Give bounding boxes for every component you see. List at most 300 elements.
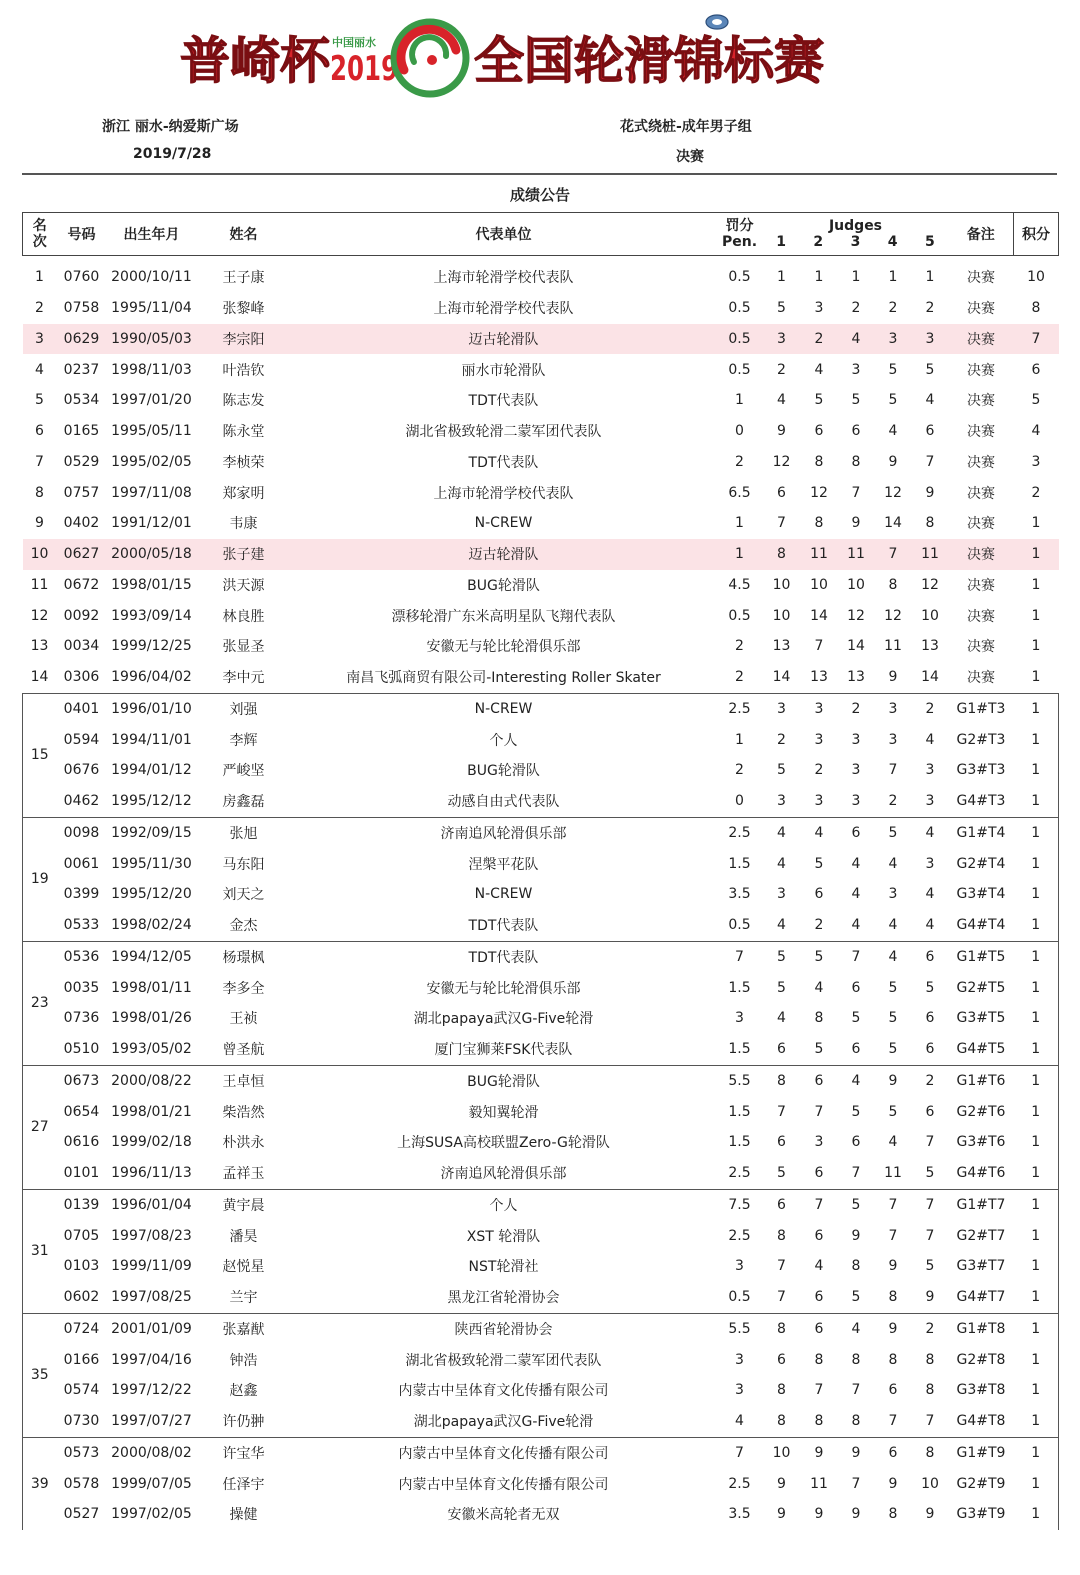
header-rank-top: 名 <box>32 218 47 234</box>
penalty: 6.5 <box>728 484 751 501</box>
penalty: 4.5 <box>728 576 751 593</box>
judge-1-score: 3 <box>763 693 801 724</box>
birth-date: 1995/12/20 <box>111 886 192 903</box>
points: 1 <box>1014 1313 1059 1344</box>
penalty: 1.5 <box>728 1041 751 1058</box>
judge-5-score: 8 <box>912 1437 949 1468</box>
penalty: 3 <box>735 1258 744 1275</box>
judge-3-score: 6 <box>851 979 861 996</box>
athlete-name: 曾圣航 <box>222 1042 265 1059</box>
points: 1 <box>1014 1065 1059 1096</box>
header-penalty <box>717 213 763 256</box>
team-unit: TDT代表队 <box>468 393 539 410</box>
judge-5-score: 4 <box>925 917 935 934</box>
penalty: 2 <box>735 669 744 686</box>
remark: G3#T6 <box>956 1134 1006 1151</box>
bib: 0237 <box>63 361 100 378</box>
result-row <box>23 1282 1059 1313</box>
athlete-name: 张旭 <box>197 817 291 848</box>
penalty: 0 <box>735 423 744 440</box>
remark: G4#T3 <box>956 793 1006 810</box>
judge-2-score: 5 <box>814 855 824 872</box>
judge-5-score: 2 <box>912 1065 949 1096</box>
judge-3-score: 4 <box>851 886 861 903</box>
penalty: 5.5 <box>717 1313 763 1344</box>
bib: 0101 <box>63 1165 100 1182</box>
judge-5-score: 4 <box>925 886 935 903</box>
judge-1-score: 3 <box>777 886 786 903</box>
judge-1-score: 6 <box>763 1189 801 1220</box>
header-remark: 备注 <box>949 213 1014 256</box>
points: 1 <box>1014 879 1059 910</box>
bib: 0306 <box>63 669 100 686</box>
birth-date: 2000/10/11 <box>111 269 192 286</box>
table-header-row <box>23 213 1059 256</box>
result-row <box>23 817 1059 848</box>
judge-3-score: 14 <box>847 638 865 655</box>
bib: 0061 <box>63 855 100 872</box>
judge-1-score: 1 <box>777 269 786 286</box>
penalty: 0.5 <box>728 1289 751 1306</box>
remark: 决赛 <box>967 485 995 502</box>
points: 1 <box>1014 755 1059 786</box>
judge-2-score: 6 <box>801 1065 838 1096</box>
judge-3-score: 6 <box>851 1134 861 1151</box>
rank: 7 <box>35 453 44 470</box>
birth-date: 1999/12/25 <box>111 638 192 655</box>
result-row <box>23 1189 1059 1220</box>
bib: 0034 <box>63 638 100 655</box>
penalty: 5.5 <box>717 1065 763 1096</box>
birth-date: 1997/08/23 <box>111 1227 192 1244</box>
penalty: 1.5 <box>728 855 751 872</box>
judge-4-score: 2 <box>888 793 898 810</box>
points: 1 <box>1014 1158 1059 1189</box>
birth-date: 1999/02/18 <box>111 1134 192 1151</box>
team-unit: N-CREW <box>291 693 717 724</box>
header-judge-3: 3 <box>850 234 861 250</box>
judge-4-score: 2 <box>888 300 898 317</box>
bib: 0758 <box>63 300 100 317</box>
judge-3-score: 4 <box>838 324 875 355</box>
judge-2-score: 1 <box>814 269 824 286</box>
judge-2-score: 4 <box>814 979 824 996</box>
judge-4-score: 5 <box>888 1041 898 1058</box>
penalty: 1.5 <box>728 1134 751 1151</box>
judge-5-score: 6 <box>925 1103 935 1120</box>
judge-5-score: 3 <box>912 324 949 355</box>
judge-3-score: 4 <box>851 917 861 934</box>
judge-2-score: 3 <box>801 693 838 724</box>
penalty: 1.5 <box>728 979 751 996</box>
judge-2-score: 3 <box>814 793 824 810</box>
result-row <box>23 477 1059 508</box>
bib: 0673 <box>57 1065 107 1096</box>
birth-date: 1998/01/21 <box>111 1103 192 1120</box>
bib: 0574 <box>63 1382 100 1399</box>
remark: G4#T4 <box>956 917 1006 934</box>
judge-5-score: 3 <box>925 793 935 810</box>
athlete-name: 王卓恒 <box>197 1065 291 1096</box>
bib: 0629 <box>57 324 107 355</box>
header-judge-1: 1 <box>776 234 786 250</box>
judge-3-score: 9 <box>851 1506 861 1523</box>
result-row <box>23 1468 1059 1499</box>
result-row <box>23 570 1059 601</box>
athlete-name: 钟浩 <box>229 1352 258 1369</box>
judge-1-score: 9 <box>777 1506 786 1523</box>
athlete-name: 张嘉猷 <box>197 1313 291 1344</box>
athlete-name: 赵悦星 <box>222 1259 265 1276</box>
judge-3-score: 8 <box>851 1258 861 1275</box>
bib: 0103 <box>63 1258 100 1275</box>
judge-3-score: 10 <box>847 576 865 593</box>
judge-4-score: 8 <box>888 1289 898 1306</box>
rank: 13 <box>30 638 49 655</box>
remark: 决赛 <box>967 516 995 533</box>
points: 1 <box>1014 941 1059 972</box>
judge-4-score: 8 <box>888 1506 898 1523</box>
points: 1 <box>1031 607 1041 624</box>
team-unit: 内蒙古中呈体育文化传播有限公司 <box>398 1476 609 1493</box>
judge-2-score: 10 <box>810 576 828 593</box>
athlete-name: 刘天之 <box>222 887 265 904</box>
judge-4-score: 6 <box>875 1437 912 1468</box>
team-unit: N-CREW <box>474 886 533 903</box>
birth-date: 1995/05/11 <box>111 423 192 440</box>
penalty: 3 <box>735 1010 744 1027</box>
points: 1 <box>1014 1499 1059 1530</box>
result-row <box>23 848 1059 879</box>
birth-date: 1995/12/12 <box>111 793 192 810</box>
penalty: 1 <box>735 515 744 532</box>
athlete-name: 严峻坚 <box>222 763 265 780</box>
team-unit: 个人 <box>291 1189 717 1220</box>
birth-date: 1998/01/15 <box>111 576 192 593</box>
points: 1 <box>1031 669 1041 686</box>
remark: G1#T7 <box>949 1189 1014 1220</box>
judge-5-score: 6 <box>925 1041 935 1058</box>
table-title: 成绩公告 <box>509 186 570 204</box>
penalty: 7.5 <box>717 1189 763 1220</box>
team-unit: 黑龙江省轮滑协会 <box>447 1290 560 1307</box>
team-unit: 上海市轮滑学校代表队 <box>433 301 574 318</box>
team-unit: BUG轮滑队 <box>467 577 540 594</box>
judge-1-score: 5 <box>777 300 786 317</box>
judge-1-score: 5 <box>763 941 801 972</box>
result-row <box>23 447 1059 478</box>
birth-date: 1996/01/10 <box>107 693 197 724</box>
birth-date: 1993/05/02 <box>111 1041 192 1058</box>
judge-4-score: 5 <box>888 979 898 996</box>
remark: 决赛 <box>967 670 995 687</box>
athlete-name: 潘昊 <box>229 1228 258 1245</box>
penalty: 2.5 <box>717 817 763 848</box>
judge-1-score: 5 <box>777 762 786 779</box>
judge-3-score: 5 <box>851 392 861 409</box>
bib: 0402 <box>63 515 100 532</box>
remark: G2#T5 <box>956 979 1006 996</box>
penalty: 0.5 <box>728 361 751 378</box>
team-unit: 安徽米高轮者无双 <box>447 1507 560 1524</box>
birth-date: 1993/09/14 <box>111 607 192 624</box>
result-row <box>23 631 1059 662</box>
athlete-name: 陈永堂 <box>222 424 265 441</box>
event-banner <box>0 0 1080 110</box>
header-judges <box>763 213 949 256</box>
remark: 决赛 <box>967 454 995 471</box>
judge-4-score: 4 <box>888 1134 898 1151</box>
team-unit: 上海市轮滑学校代表队 <box>433 270 574 287</box>
result-row <box>23 910 1059 941</box>
rank: 5 <box>35 392 44 409</box>
birth-date: 1997/12/22 <box>111 1382 192 1399</box>
judge-5-score: 6 <box>925 1010 935 1027</box>
judge-4-score: 12 <box>884 484 902 501</box>
judge-5-score: 2 <box>912 693 949 724</box>
points: 1 <box>1014 972 1059 1003</box>
athlete-name: 金杰 <box>229 918 258 935</box>
judge-4-score: 3 <box>888 886 898 903</box>
judge-5-score: 10 <box>921 607 939 624</box>
result-row <box>23 1220 1059 1251</box>
team-unit: XST 轮滑队 <box>466 1228 541 1245</box>
birth-date: 1996/11/13 <box>111 1165 192 1182</box>
judge-1-score: 7 <box>777 1258 786 1275</box>
judge-2-score: 9 <box>814 1506 824 1523</box>
judge-4-score: 11 <box>884 638 902 655</box>
bib: 0672 <box>63 576 100 593</box>
team-unit: 陕西省轮滑协会 <box>291 1313 717 1344</box>
remark: G1#T5 <box>949 941 1014 972</box>
penalty: 2.5 <box>728 1165 751 1182</box>
team-unit: 厦门宝狮莱FSK代表队 <box>434 1042 573 1059</box>
judge-3-score: 4 <box>838 1313 875 1344</box>
team-unit: 南昌飞弧商贸有限公司-Interesting Roller Skater <box>346 670 661 687</box>
judge-2-score: 6 <box>814 423 824 440</box>
result-row <box>23 1406 1059 1437</box>
points: 1 <box>1014 817 1059 848</box>
judge-1-score: 8 <box>763 1313 801 1344</box>
athlete-name: 李桢荣 <box>222 454 265 471</box>
judge-4-score: 7 <box>875 1189 912 1220</box>
judge-2-score: 6 <box>801 1313 838 1344</box>
remark: 决赛 <box>967 393 995 410</box>
result-row <box>23 1375 1059 1406</box>
points: 1 <box>1031 515 1041 532</box>
remark: 决赛 <box>967 362 995 379</box>
judge-4-score: 7 <box>875 539 912 570</box>
team-unit: TDT代表队 <box>468 454 539 471</box>
athlete-name: 李宗阳 <box>197 324 291 355</box>
remark: G4#T6 <box>956 1165 1006 1182</box>
bib: 0510 <box>63 1041 100 1058</box>
judge-2-score: 9 <box>801 1437 838 1468</box>
points: 1 <box>1031 576 1041 593</box>
athlete-name: 陈志发 <box>222 393 265 410</box>
judge-4-score: 5 <box>875 817 912 848</box>
penalty: 3.5 <box>728 1506 751 1523</box>
rank: 8 <box>35 484 44 501</box>
remark: G2#T8 <box>956 1351 1006 1368</box>
judge-3-score: 9 <box>851 1227 861 1244</box>
judge-5-score: 2 <box>912 1313 949 1344</box>
rank: 1 <box>35 269 44 286</box>
judge-2-score: 12 <box>810 484 828 501</box>
remark: G4#T8 <box>956 1413 1006 1430</box>
birth-date: 1994/12/05 <box>107 941 197 972</box>
rank: 15 <box>23 693 57 817</box>
birth-date: 1997/11/08 <box>111 484 192 501</box>
team-unit: 济南追风轮滑俱乐部 <box>440 1166 567 1183</box>
judge-4-score: 6 <box>888 1382 898 1399</box>
judge-4-score: 9 <box>875 1065 912 1096</box>
result-row <box>23 508 1059 539</box>
remark: 决赛 <box>967 301 995 318</box>
team-unit: 涅槃平花队 <box>468 856 539 873</box>
judge-1-score: 12 <box>772 453 791 470</box>
judge-3-score: 2 <box>851 300 861 317</box>
penalty: 2.5 <box>728 1227 751 1244</box>
judge-4-score: 5 <box>888 1103 898 1120</box>
judge-3-score: 5 <box>851 1289 861 1306</box>
remark: G2#T4 <box>956 855 1006 872</box>
venue-location: 浙江 丽水-纳爱斯广场 <box>102 119 239 135</box>
judge-2-score: 8 <box>814 1010 824 1027</box>
judge-1-score: 4 <box>763 817 801 848</box>
team-unit: 湖北省极致轮滑二蒙军团代表队 <box>405 424 602 441</box>
judge-3-score: 7 <box>838 941 875 972</box>
judge-4-score: 14 <box>884 515 902 532</box>
banner-year: 2019 <box>330 49 399 89</box>
judge-1-score: 10 <box>772 607 791 624</box>
judge-1-score: 9 <box>777 1475 786 1492</box>
result-row <box>23 662 1059 693</box>
judge-2-score: 5 <box>814 1041 824 1058</box>
banner-event-name: 全国轮滑锦标赛 <box>474 32 824 90</box>
result-row <box>23 293 1059 324</box>
judge-5-score: 12 <box>921 576 939 593</box>
judge-4-score: 9 <box>888 1258 898 1275</box>
judge-3-score: 6 <box>851 423 861 440</box>
team-unit: 济南追风轮滑俱乐部 <box>291 817 717 848</box>
penalty: 0.5 <box>717 324 763 355</box>
judge-5-score: 7 <box>925 453 935 470</box>
athlete-name: 许宝华 <box>197 1437 291 1468</box>
rank: 4 <box>35 361 44 378</box>
remark: G1#T6 <box>949 1065 1014 1096</box>
result-row <box>23 1096 1059 1127</box>
judge-4-score: 5 <box>888 392 898 409</box>
birth-date: 1996/01/04 <box>107 1189 197 1220</box>
judge-3-score: 3 <box>851 793 861 810</box>
header-bib: 号码 <box>57 213 107 256</box>
judge-1-score: 3 <box>763 324 801 355</box>
points: 7 <box>1014 324 1059 355</box>
judge-2-score: 2 <box>814 762 824 779</box>
judge-5-score: 3 <box>925 855 935 872</box>
penalty: 4 <box>735 1413 744 1430</box>
result-row <box>23 724 1059 755</box>
points: 1 <box>1014 848 1059 879</box>
athlete-name: 张黎峰 <box>222 301 265 318</box>
judge-1-score: 8 <box>777 1227 786 1244</box>
points: 5 <box>1031 392 1041 409</box>
athlete-name: 马东阳 <box>222 856 265 873</box>
athlete-name: 韦康 <box>229 516 258 533</box>
points: 1 <box>1014 1375 1059 1406</box>
points: 1 <box>1014 786 1059 817</box>
points: 1 <box>1014 1406 1059 1437</box>
team-unit: TDT代表队 <box>468 918 539 935</box>
athlete-name: 叶浩钦 <box>222 362 265 379</box>
penalty: 2 <box>735 638 744 655</box>
rank: 12 <box>30 607 49 624</box>
judge-4-score: 3 <box>875 693 912 724</box>
judge-3-score: 7 <box>851 1165 861 1182</box>
remark: G3#T9 <box>956 1506 1006 1523</box>
points: 1 <box>1014 1282 1059 1313</box>
penalty: 3.5 <box>728 886 751 903</box>
birth-date: 1996/04/02 <box>111 669 192 686</box>
birth-date: 1991/12/01 <box>111 515 192 532</box>
result-row <box>23 600 1059 631</box>
judge-5-score: 1 <box>925 269 935 286</box>
birth-date: 1995/02/05 <box>111 453 192 470</box>
judge-5-score: 7 <box>925 1227 935 1244</box>
judge-5-score: 13 <box>921 638 939 655</box>
birth-date: 1995/11/04 <box>111 300 192 317</box>
team-unit: 动感自由式代表队 <box>447 794 560 811</box>
team-unit: 湖北papaya武汉G-Five轮滑 <box>413 1011 594 1028</box>
remark: 决赛 <box>967 639 995 656</box>
athlete-name: 许仍翀 <box>222 1414 265 1431</box>
judge-1-score: 6 <box>777 484 786 501</box>
judge-1-score: 14 <box>772 669 791 686</box>
result-row <box>23 1065 1059 1096</box>
judge-4-score: 12 <box>884 607 902 624</box>
points: 1 <box>1014 1468 1059 1499</box>
result-row <box>23 1499 1059 1530</box>
rank: 9 <box>35 515 44 532</box>
points: 6 <box>1031 361 1041 378</box>
banner-brand: 普崎杯 <box>180 32 330 90</box>
result-row <box>23 1034 1059 1065</box>
judge-2-score: 4 <box>814 1258 824 1275</box>
judge-4-score: 8 <box>888 576 898 593</box>
remark: G2#T7 <box>956 1227 1006 1244</box>
team-unit: BUG轮滑队 <box>467 763 540 780</box>
judge-3-score: 9 <box>851 515 861 532</box>
round-name: 决赛 <box>676 149 704 165</box>
points: 1 <box>1014 693 1059 724</box>
judge-3-score: 8 <box>851 1351 861 1368</box>
rank: 2 <box>35 300 44 317</box>
judge-4-score: 9 <box>888 669 898 686</box>
rank: 19 <box>23 817 57 941</box>
judge-2-score: 8 <box>814 453 824 470</box>
remark: G2#T3 <box>956 731 1006 748</box>
points: 1 <box>1014 1437 1059 1468</box>
result-row <box>23 1158 1059 1189</box>
result-row <box>23 755 1059 786</box>
judge-3-score: 2 <box>838 693 875 724</box>
judge-2-score: 2 <box>814 917 824 934</box>
judge-2-score: 3 <box>814 731 824 748</box>
bib: 0401 <box>57 693 107 724</box>
judge-4-score: 4 <box>888 423 898 440</box>
remark: G1#T3 <box>949 693 1014 724</box>
